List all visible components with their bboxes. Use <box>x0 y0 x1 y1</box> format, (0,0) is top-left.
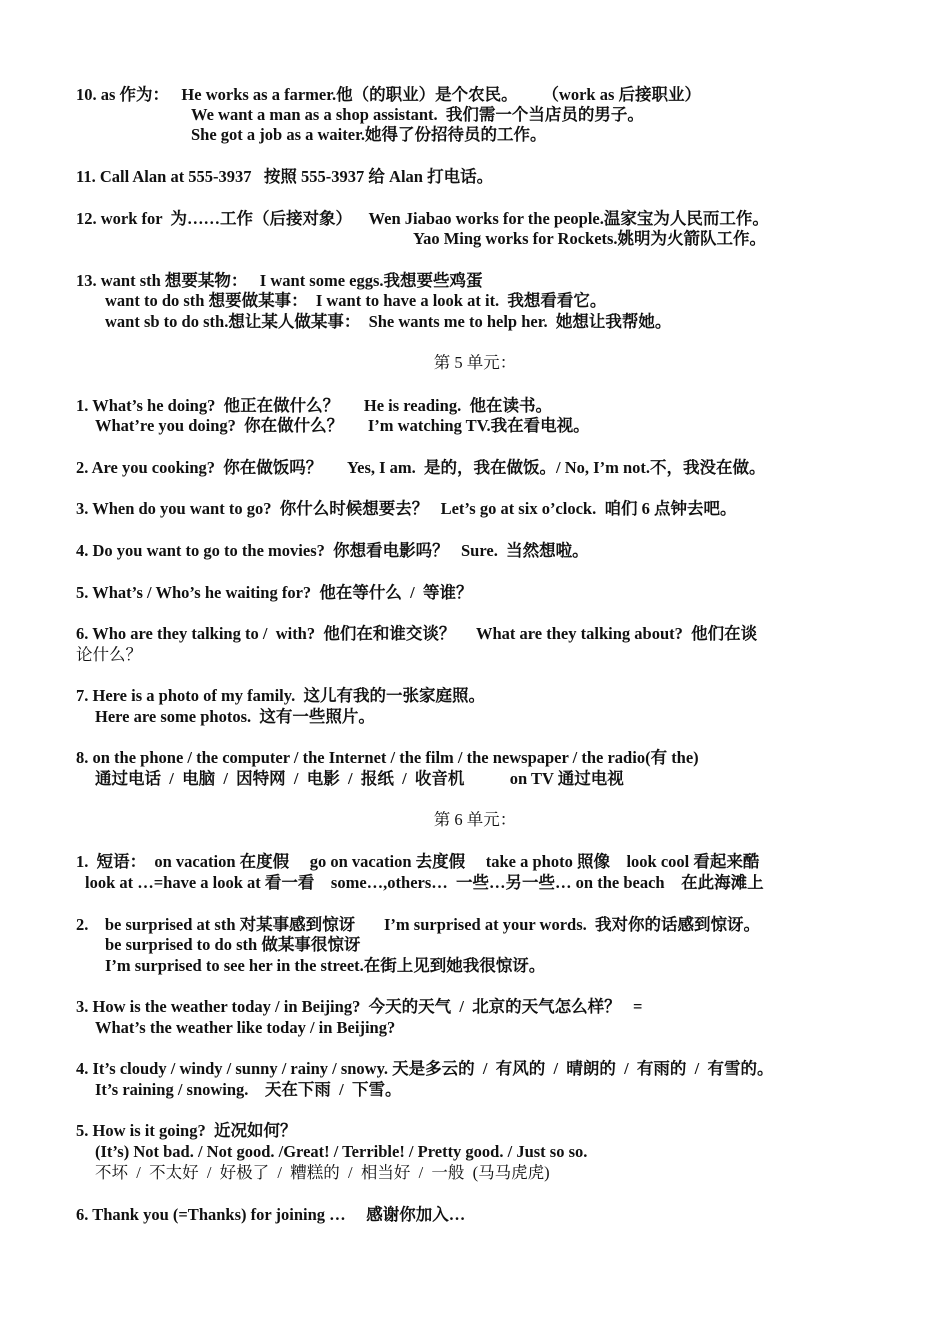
text-line: 3. When do you want to go? 你什么时候想要去？ Let’s go at six o’clock. 咱们 6 点钟去吧。 <box>76 499 737 518</box>
unit-heading: 第 5 单元： <box>433 353 517 372</box>
text-line: 10. as 作为： He works as a farmer.他（的职业）是个农民。 （work as 后接职业） <box>76 85 701 104</box>
text-line: What’re you doing? 你在做什么？ I’m watching TV.我在看电视。 <box>95 416 590 435</box>
text-line: We want a man as a shop assistant. 我们需一个当店员的男子。 <box>191 105 644 124</box>
text-line: 2. be surprised at sth 对某事感到惊讶 I’m surprised at your words. 我对你的话感到惊讶。 <box>76 915 761 934</box>
text-line: 论什么？ <box>76 645 142 664</box>
text-line: 5. What’s / Who’s he waiting for? 他在等什么 / 等谁？ <box>76 583 473 602</box>
text-line: 2. Are you cooking? 你在做饭吗？ Yes, I am. 是的，我在做饭。/ No, I’m not.不，我没在做。 <box>76 458 766 477</box>
text-line: 6. Who are they talking to / with? 他们在和谁交谈？ What are they talking about? 他们在谈 <box>76 624 758 643</box>
text-line: 3. How is the weather today / in Beijing? 今天的天气 / 北京的天气怎么样？ = <box>76 997 643 1016</box>
text-line: 7. Here is a photo of my family. 这儿有我的一张家庭照。 <box>76 686 485 705</box>
text-line: be surprised to do sth 做某事很惊讶 <box>105 935 361 954</box>
text-line: Here are some photos. 这有一些照片。 <box>95 707 375 726</box>
text-line: Yao Ming works for Rockets.姚明为火箭队工作。 <box>413 229 767 248</box>
text-line: It’s raining / snowing. 天在下雨 / 下雪。 <box>95 1080 402 1099</box>
text-line: 11. Call Alan at 555-3937 按照 555-3937 给 Alan 打电话。 <box>76 167 494 186</box>
text-line: 5. How is it going? 近况如何？ <box>76 1121 297 1140</box>
text-line: look at …=have a look at 看一看 some…,others… 一些…另一些… on the beach 在此海滩上 <box>85 873 764 892</box>
text-line: 4. Do you want to go to the movies? 你想看电影吗？ Sure. 当然想啦。 <box>76 541 589 560</box>
text-line: 4. It’s cloudy / windy / sunny / rainy / snowy. 天是多云的 / 有风的 / 晴朗的 / 有雨的 / 有雪的。 <box>76 1059 774 1078</box>
text-line: 1. What’s he doing? 他正在做什么？ He is reading. 他在读书。 <box>76 396 552 415</box>
text-line: I’m surprised to see her in the street.在街上见到她我很惊讶。 <box>105 956 546 975</box>
text-line: want to do sth 想要做某事： I want to have a look at it. 我想看看它。 <box>105 291 607 310</box>
text-line: (It’s) Not bad. / Not good. /Great! / Terrible! / Pretty good. / Just so so. <box>95 1142 588 1161</box>
text-line: 不坏 / 不太好 / 好极了 / 糟糕的 / 相当好 / 一般 (马马虎虎) <box>95 1163 550 1182</box>
text-line: 6. Thank you (=Thanks) for joining … 感谢你加入… <box>76 1205 466 1224</box>
text-line: What’s the weather like today / in Beijing? <box>95 1018 396 1037</box>
text-line: want sb to do sth.想让某人做某事： She wants me to help her. 她想让我帮她。 <box>105 312 672 331</box>
text-line: 13. want sth 想要某物： I want some eggs.我想要些鸡蛋 <box>76 271 483 290</box>
text-line: 8. on the phone / the computer / the Internet / the film / the newspaper / the radio(有 the) <box>76 748 699 767</box>
text-line: 12. work for 为……工作（后接对象） Wen Jiabao works for the people.温家宝为人民而工作。 <box>76 209 769 228</box>
unit-heading: 第 6 单元： <box>433 810 517 829</box>
text-line: 通过电话 / 电脑 / 因特网 / 电影 / 报纸 / 收音机 on TV 通过电视 <box>95 769 624 788</box>
text-line: 1. 短语： on vacation 在度假 go on vacation 去度假 take a photo 照像 look cool 看起来酷 <box>76 852 760 871</box>
text-line: She got a job as a waiter.她得了份招待员的工作。 <box>191 125 547 144</box>
